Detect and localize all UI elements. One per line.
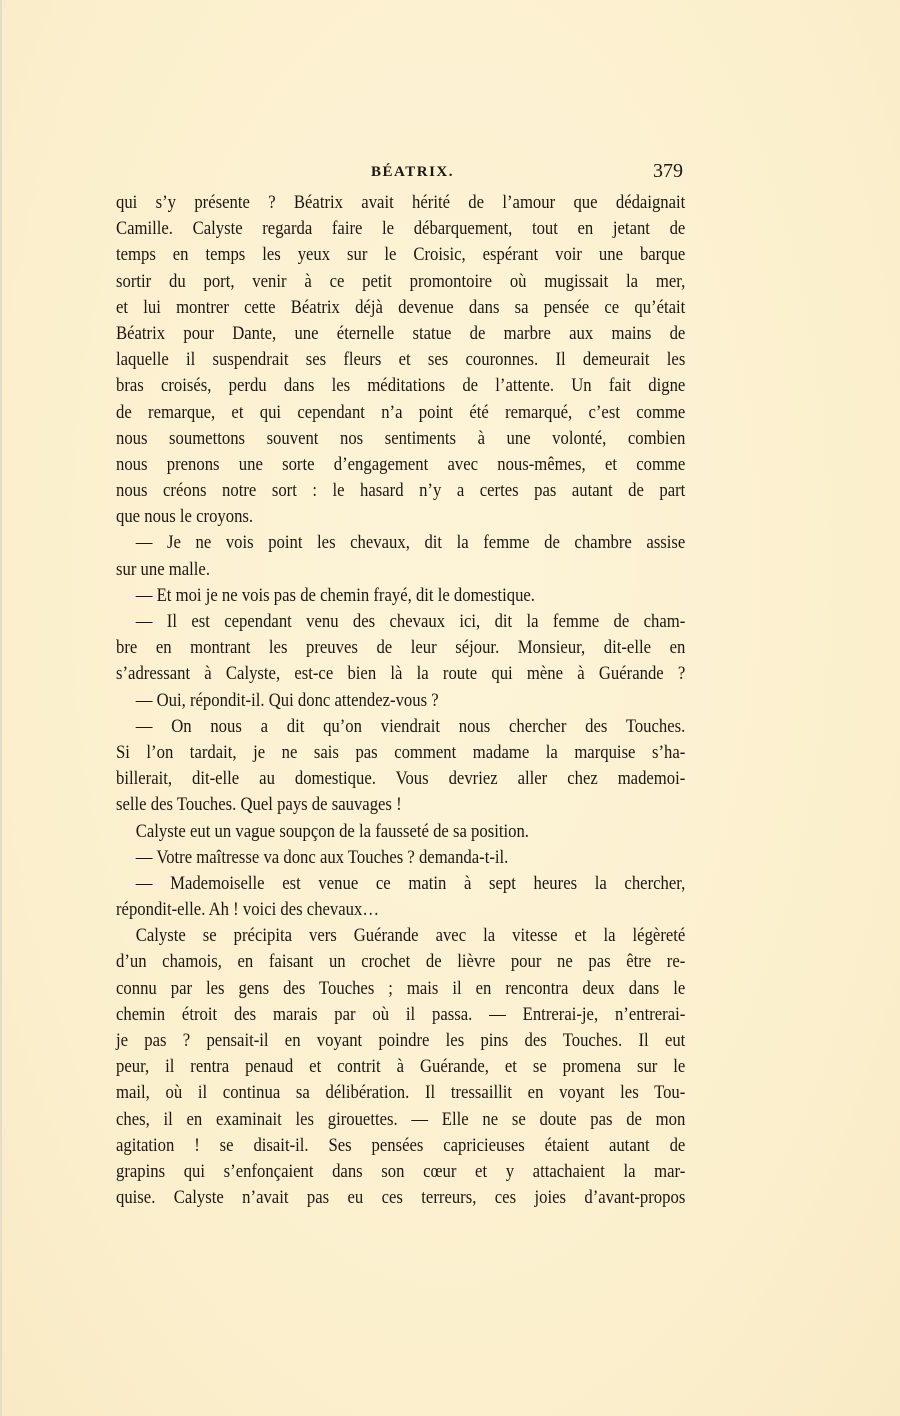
text-line: Calyste se précipita vers Guérande avec la vitesse et la légèreté	[135, 925, 686, 947]
text-line: Béatrix pour Dante, une éternelle statue de marbre aux mains de	[116, 322, 686, 344]
text-line: de remarque, et qui cependant n’a point été remarqué, c’est comme	[116, 401, 686, 423]
text-line: qui s’y présente ? Béatrix avait hérité de l’amour que dédaignait	[116, 192, 686, 213]
text-line: Camille. Calyste regarda faire le débarquement, tout en jetant de	[116, 218, 686, 240]
text-line: d’un chamois, en faisant un crochet de lièvre pour ne pas être re-	[116, 951, 686, 973]
text-line: billerait, dit-elle au domestique. Vous devriez aller chez mademoi-	[116, 768, 686, 790]
text-line: grapins qui s’enfonçaient dans son cœur et y attachaient la mar-	[116, 1160, 686, 1182]
text-line: laquelle il suspendrait ses fleurs et ses couronnes. Il demeurait les	[116, 349, 686, 371]
body-text	[116, 190, 685, 1211]
text-line: que nous le croyons.	[116, 506, 254, 528]
text-line: sortir du port, venir à ce petit promontoire où mugissait la mer,	[116, 270, 686, 292]
show-through-mark	[735, 1185, 805, 1275]
text-line: — On nous a dit qu’on viendrait nous chercher des Touches.	[135, 715, 686, 737]
text-line: ches, il en examinait les girouettes. — Elle ne se doute pas de mon	[116, 1108, 686, 1130]
text-line: nous prenons une sorte d’engagement avec nous-mêmes, et comme	[116, 453, 686, 475]
text-line: nous créons notre sort : le hasard n’y a certes pas autant de part	[116, 480, 686, 502]
running-title: BÉATRIX.	[371, 164, 454, 180]
text-line: — Je ne vois point les chevaux, dit la femme de chambre assise	[135, 532, 686, 554]
text-line: chemin étroit des marais par où il passa. — Entrerai-je, n’entrerai-	[116, 1003, 686, 1025]
text-line: — Il est cependant venu des chevaux ici, dit la femme de cham-	[135, 611, 686, 632]
text-line: temps en temps les yeux sur le Croisic, espérant voir une barque	[116, 244, 686, 266]
text-line: agitation ! se disait-il. Ses pensées capricieuses étaient autant de	[116, 1134, 686, 1156]
book-page	[116, 160, 685, 1211]
text-line: — Oui, répondit-il. Qui donc attendez-vous ?	[135, 689, 439, 711]
text-line: s’adressant à Calyste, est-ce bien là la route qui mène à Guérande ?	[116, 663, 686, 685]
text-line: Calyste eut un vague soupçon de la fausseté de sa position.	[135, 820, 529, 842]
text-line: nous soumettons souvent nos sentiments à une volonté, combien	[116, 427, 686, 449]
page-number: 379	[653, 160, 683, 182]
text-line: je pas ? pensait-il en voyant poindre les pins des Touches. Il eut	[116, 1030, 686, 1051]
text-line: bras croisés, perdu dans les méditations de l’attente. Un fait digne	[116, 375, 686, 397]
text-line: peur, il rentra penaud et contrit à Guérande, et se promena sur le	[116, 1056, 686, 1078]
text-line: Si l’on tardait, je ne sais pas comment madame la marquise s’ha-	[116, 741, 686, 763]
text-line: répondit-elle. Ah ! voici des chevaux…	[116, 899, 380, 921]
text-line: connu par les gens des Touches ; mais il en rencontra deux dans le	[116, 977, 686, 999]
text-line: selle des Touches. Quel pays de sauvages !	[116, 794, 402, 816]
text-line: sur une malle.	[116, 558, 211, 580]
page-edge	[0, 0, 2, 1416]
running-head	[116, 160, 685, 190]
text-line: — Votre maîtresse va donc aux Touches ? demanda-t-il.	[135, 846, 509, 868]
text-line: mail, où il continua sa délibération. Il tressaillit en voyant les Tou-	[116, 1082, 686, 1104]
text-line: bre en montrant les preuves de leur séjour. Monsieur, dit-elle en	[116, 637, 686, 659]
text-line: quise. Calyste n’avait pas eu ces terreurs, ces joies d’avant-propos	[116, 1187, 686, 1209]
text-line: — Mademoiselle est venue ce matin à sept heures la chercher,	[135, 872, 686, 894]
text-line: et lui montrer cette Béatrix déjà devenue dans sa pensée ce qu’était	[116, 296, 686, 318]
text-line: — Et moi je ne vois pas de chemin frayé, dit le domestique.	[135, 584, 535, 606]
